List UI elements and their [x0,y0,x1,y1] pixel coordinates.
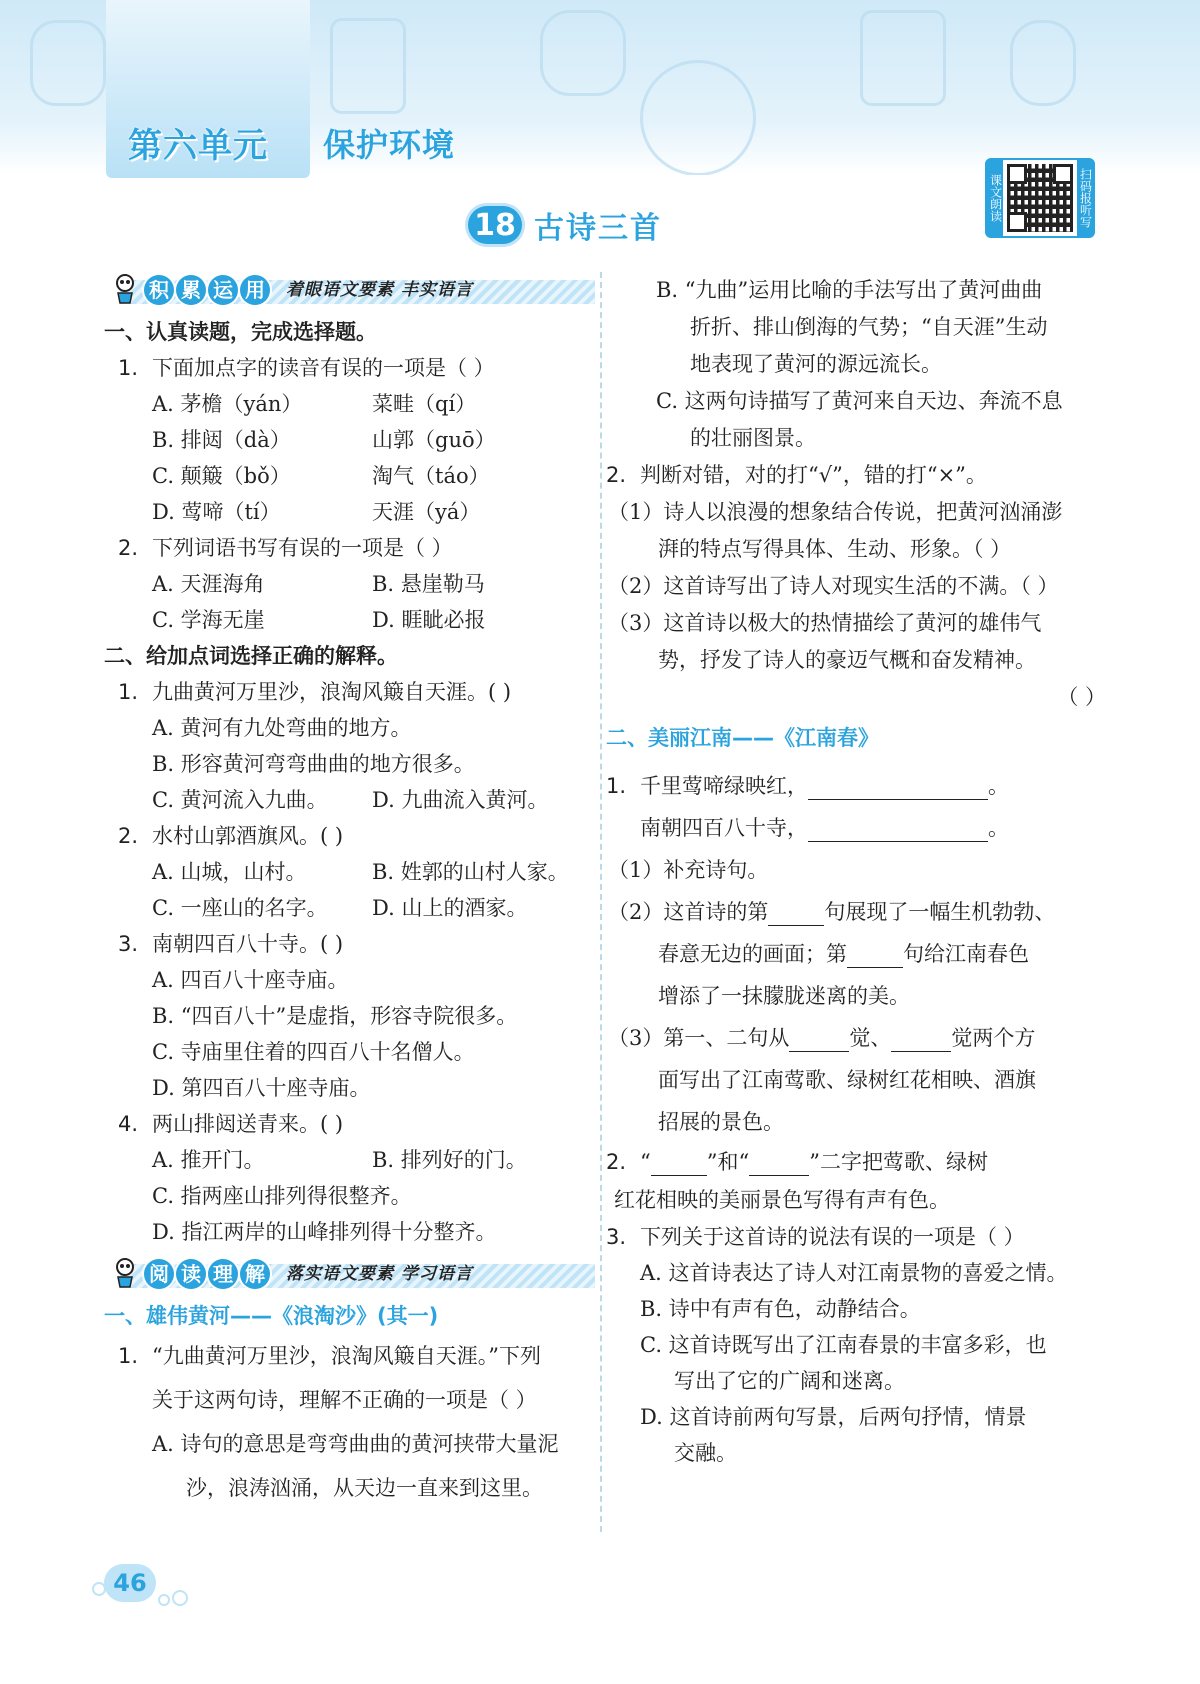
sub-question-cont: 面写出了江南莺歌、绿树红花相映、酒旗 [658,1068,1036,1092]
judge-item: （1）诗人以浪漫的想象结合传说，把黄河汹涌澎 [608,500,1063,524]
question: 1. 下面加点字的读音有误的一项是（ ） [118,356,495,380]
question: 3. 下列关于这首诗的说法有误的一项是（ ） [606,1225,1025,1249]
option[interactable]: B. “九曲”运用比喻的手法写出了黄河曲曲 [656,278,1043,302]
question: 1. 九曲黄河万里沙，浪淘风簸自天涯。( ) [118,680,512,704]
question: 2. 判断对错，对的打“√”，错的打“×”。 [606,463,987,487]
banner-char: 运 [208,275,238,305]
banner-char: 积 [144,275,174,305]
option[interactable]: D. 第四百八十座寺庙。 [152,1076,371,1100]
page-number-badge [92,1560,186,1610]
sub-question: （2）这首诗的第 句展现了一幅生机勃勃、 [608,900,1056,924]
sub-question: （3）第一、二句从 觉、 觉两个方 [608,1026,1036,1050]
judge-item-cont: 湃的特点写得具体、生动、形象。（ ） [658,537,1012,561]
section-heading: 二、给加点词选择正确的解释。 [104,644,398,668]
qr-panel[interactable] [985,158,1095,238]
left-column [104,272,595,1510]
question: 2. “ ”和“ ”二字把莺歌、绿树 [606,1150,988,1174]
unit-title: 保护环境 [323,126,456,164]
banner-accumulate [110,272,595,308]
option[interactable]: C. 寺庙里住着的四百八十名僧人。 [152,1040,475,1064]
page-number: 46 [104,1564,156,1602]
option-row: A. 茅檐（yán） 菜畦（qí） [152,392,477,416]
option[interactable]: A. 四百八十座寺庙。 [152,968,349,992]
option-row: C. 学海无崖 D. 睚眦必报 [152,608,486,632]
mascot-icon [110,273,140,307]
option-cont: 折折、排山倒海的气势；“自天涯”生动 [690,315,1048,339]
option[interactable]: A. 黄河有九处弯曲的地方。 [152,716,412,740]
question: 4. 两山排闼送青来。( ) [118,1112,344,1136]
unit-label: 第六单元 [128,126,268,166]
option[interactable]: B. 诗中有声有色，动静结合。 [640,1297,921,1321]
banner-reading [110,1256,595,1292]
judge-item-cont: 势，抒发了诗人的豪迈气概和奋发精神。 [658,648,1036,672]
judge-item: （2）这首诗写出了诗人对现实生活的不满。（ ） [608,574,1059,598]
mascot-icon [110,1257,140,1291]
answer-blank[interactable] [808,775,988,800]
option-cont: 写出了它的广阔和迷离。 [674,1369,905,1393]
judge-item: （3）这首诗以极大的热情描绘了黄河的雄伟气 [608,611,1042,635]
banner-char: 解 [240,1259,270,1289]
answer-blank[interactable] [768,901,824,926]
question: 2. 水村山郭酒旗风。( ) [118,824,344,848]
sub-question: （1）补充诗句。 [608,858,769,882]
banner-char: 理 [208,1259,238,1289]
answer-blank[interactable] [789,1027,849,1052]
option-cont: 交融。 [674,1441,737,1465]
question-cont: 关于这两句诗，理解不正确的一项是（ ） [152,1388,537,1412]
option-row: C. 黄河流入九曲。 D. 九曲流入黄河。 [152,788,549,812]
qr-side-left: 课文朗读 [987,160,1003,236]
option-row: B. 排闼（dà） 山郭（guō） [152,428,496,452]
lesson-title: 古诗三首 [534,211,662,246]
option[interactable]: C. 这两句诗描写了黄河来自天边、奔流不息 [656,389,1063,413]
option[interactable]: B. 形容黄河弯弯曲曲的地方很多。 [152,752,475,776]
option-row: A. 山城，山村。 B. 姓郭的山村人家。 [152,860,569,884]
answer-blank[interactable] [749,1151,809,1176]
bag-doodle [540,10,626,96]
answer-blank[interactable] [808,817,988,842]
qr-side-right: 扫码报听写 [1077,160,1093,236]
clock-doodle [640,60,756,175]
option-cont: 沙，浪涛汹涌，从天边一直来到这里。 [186,1476,543,1500]
option[interactable]: A. 诗句的意思是弯弯曲曲的黄河挟带大量泥 [152,1432,559,1456]
lesson-heading [468,203,662,247]
sub-question-cont: 春意无边的画面；第 句给江南春色 [658,942,1029,966]
question: 2. 下列词语书写有误的一项是（ ） [118,536,453,560]
bulb-doodle [1010,20,1076,106]
lesson-number: 18 [468,206,522,244]
answer-blank[interactable] [651,1151,707,1176]
option[interactable]: B. “四百八十”是虚指，形容寺院很多。 [152,1004,518,1028]
section-heading: 一、认真读题，完成选择题。 [104,320,377,344]
backpack-doodle [30,20,106,106]
answer-blank[interactable] [847,943,903,968]
option[interactable]: C. 指两座山排列得很整齐。 [152,1184,412,1208]
book-doodle [860,10,946,106]
right-column [606,272,1106,1471]
option-row: D. 莺啼（tí） 天涯（yá） [152,500,481,524]
option-cont: 的壮丽图景。 [690,426,816,450]
notebook-doodle [330,18,406,114]
option-row: C. 颠簸（bǒ） 淘气（táo） [152,464,490,488]
column-divider [600,272,602,1532]
banner-char: 读 [176,1259,206,1289]
question: 1. “九曲黄河万里沙，浪淘风簸自天涯。”下列 [118,1344,541,1368]
option[interactable]: C. 这首诗既写出了江南春景的丰富多彩，也 [640,1333,1047,1357]
question-cont: 南朝四百八十寺， 。 [640,816,1009,840]
section-heading: 二、美丽江南——《江南春》 [606,726,879,750]
option-row: A. 天涯海角 B. 悬崖勒马 [152,572,485,596]
question-cont: 红花相映的美丽景色写得有声有色。 [614,1188,950,1212]
banner-subtitle: 落实语文要素 学习语言 [286,1264,473,1284]
question: 3. 南朝四百八十寺。( ) [118,932,344,956]
option[interactable]: D. 指江两岸的山峰排列得十分整齐。 [152,1220,497,1244]
option[interactable]: D. 这首诗前两句写景，后两句抒情，情景 [640,1405,1027,1429]
option-row: C. 一座山的名字。 D. 山上的酒家。 [152,896,528,920]
banner-char: 阅 [144,1259,174,1289]
banner-char: 累 [176,275,206,305]
option-row: A. 推开门。 B. 排列好的门。 [152,1148,527,1172]
option-cont: 地表现了黄河的源远流长。 [690,352,942,376]
section-heading: 一、雄伟黄河——《浪淘沙》(其一) [104,1304,439,1328]
question: 1. 千里莺啼绿映红， 。 [606,774,1009,798]
option[interactable]: A. 这首诗表达了诗人对江南景物的喜爱之情。 [640,1261,1068,1285]
banner-subtitle: 着眼语文要素 丰实语言 [286,280,473,300]
answer-paren[interactable]: （ ） [1057,685,1106,709]
qr-code-icon[interactable] [1007,164,1073,232]
sub-question-cont: 增添了一抹朦胧迷离的美。 [658,984,910,1008]
sub-question-cont: 招展的景色。 [658,1110,784,1134]
answer-blank[interactable] [891,1027,951,1052]
banner-char: 用 [240,275,270,305]
